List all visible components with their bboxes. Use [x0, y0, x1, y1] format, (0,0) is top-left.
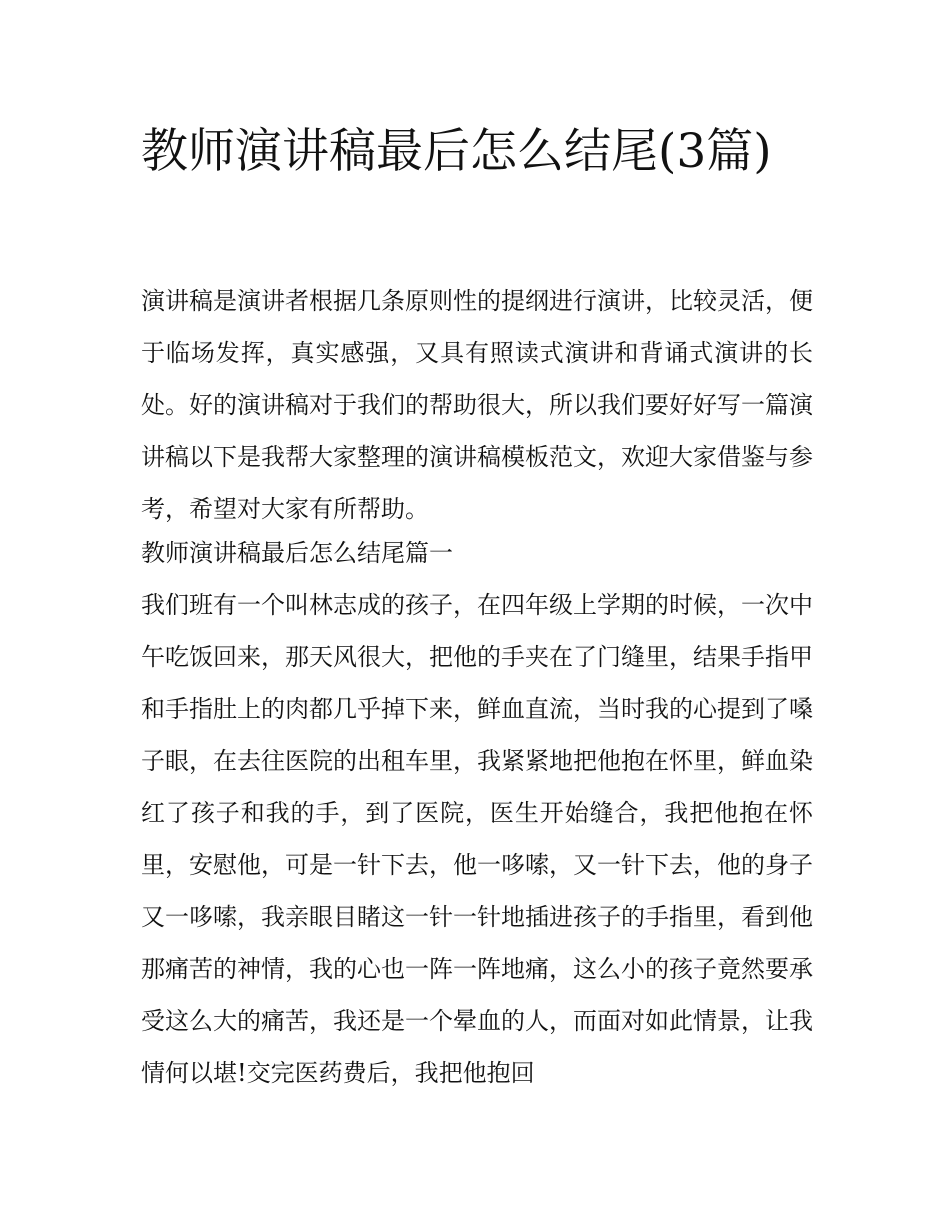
- document-title: 教师演讲稿最后怎么结尾(3篇): [141, 124, 772, 179]
- intro-paragraph: 演讲稿是演讲者根据几条原则性的提纲进行演讲，比较灵活，便于临场发挥，真实感强，又具有照读式演讲和背诵式演讲的长处。好的演讲稿对于我们的帮助很大，所以我们要好好写一篇演讲稿以下是我帮大家整理的演讲稿模板范文，欢迎大家借鉴与参考，希望对大家有所帮助。: [141, 287, 813, 523]
- section-heading: 教师演讲稿最后怎么结尾篇一: [141, 539, 453, 567]
- story-paragraph: 我们班有一个叫林志成的孩子，在四年级上学期的时候，一次中午吃饭回来，那天风很大，把他的手夹在了门缝里，结果手指甲和手指肚上的肉都几乎掉下来，鲜血直流，当时我的心提到了嗓子眼，在去往医院的出租车里，我紧紧地把他抱在怀里，鲜血染红了孩子和我的手，到了医院，医生开始缝合，我把他抱在怀里，安慰他，可是一针下去，他一哆嗦，又一针下去，他的身子又一哆嗦，我亲眼目睹这一针一针地插进孩子的手指里，看到他那痛苦的神情，我的心也一阵一阵地痛，这么小的孩子竟然要承受这么大的痛苦，我还是一个晕血的人，而面对如此情景，让我情何以堪!交完医药费后，我把他抱回: [141, 591, 813, 1087]
